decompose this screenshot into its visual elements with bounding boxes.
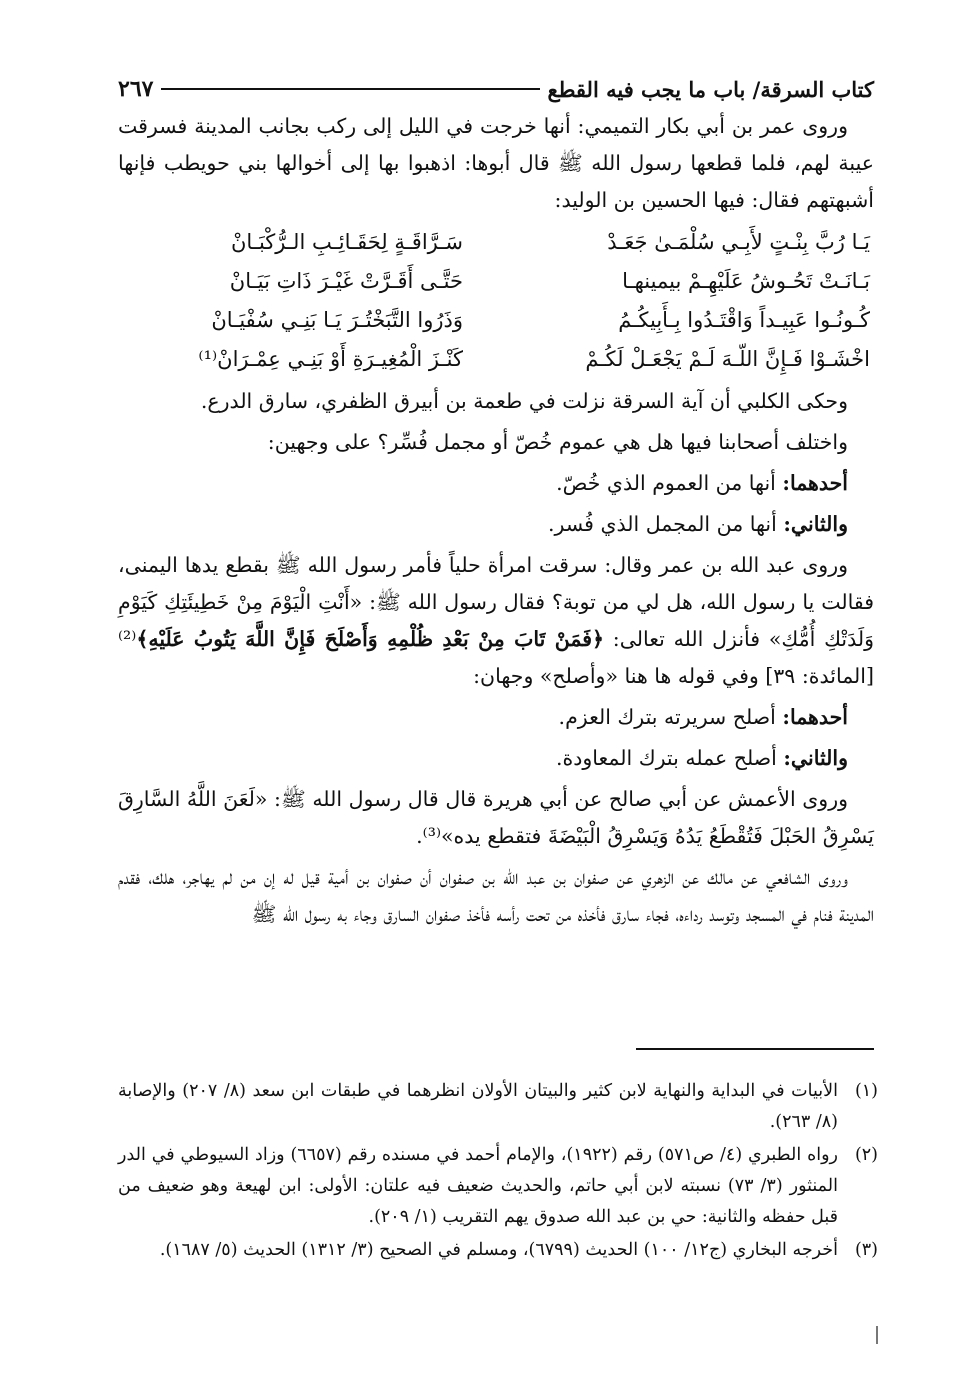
- hadith-text: وروى عبد الله بن عمر وقال: سرقت امرأة حلياً فأمر رسول الله ﷺ بقطع يدها اليمنى، فقالت يا رسول الله، هل لي من توبة؟ فقال رسول الله ﷺ: «أَنْتِ الْيَوْمَ مِنْ خَطِيئَتِكِ كَيَوْمِ وَلَدَتْكِ أُمُّكِ» فأنزل الله تعالى:: [118, 553, 874, 651]
- paragraph-ibn-umar: [118, 547, 874, 695]
- verse-second-hemistich: سَـرَّاقَـةٍ لِحَقَـائِـبِ الـرُّكْبَـانْ: [231, 230, 463, 254]
- verse-second-hemistich: وَذَرُوا التَّبَخْتُـرَ يَـا بَنِـي سُفْيَـانْ: [211, 308, 463, 332]
- label-second: والثاني:: [783, 746, 848, 770]
- chapter-title: كتاب السرقة/ باب ما يجب فيه القطع: [547, 76, 874, 102]
- label-first: أحدهما:: [782, 471, 848, 495]
- poem-verse: [118, 340, 874, 379]
- poem-verse: [118, 223, 874, 262]
- paragraph-intro: وروى عمر بن أبي بكار التميمي: أنها خرجت في الليل إلى ركب بجانب المدينة فسرقت عيبة لهم، فلما قطعها رسول الله ﷺ قال أبوها: اذهبوا بها إلى أخوالها بني حويطب فإنها أشبهتهم فقال: فيها الحسين بن الوليد:: [118, 114, 874, 212]
- footnote: [118, 1235, 878, 1266]
- paragraph-second-view: [118, 506, 874, 543]
- footnote: [118, 1076, 878, 1138]
- text-second: أصلح عمله بترك المعاودة.: [555, 746, 784, 770]
- poem-verse: [118, 301, 874, 340]
- verse-citation: ⁽²⁾ [المائدة: ٣٩] وفي قوله ها هنا «وأصلح» وجهان:: [118, 627, 874, 688]
- paragraph-second-aspect: [118, 740, 874, 777]
- header-rule: [161, 88, 539, 90]
- paragraph-kalbi: وحكى الكلبي أن آية السرقة نزلت في طعمة بن أبيرق الظفري، سارق الدرع.: [200, 389, 848, 413]
- paragraph-shafii: وروى الشافعي عن مالك عن الزهري عن صفوان بن عبد الله بن صفوان أن صفوان بن أمية قيل له إن من لم يهاجر، هلك، فقدم المدينة فنام في المسجد وتوسد رداءه، فجاء سارق فأخذه من تحت رأسه فأخذ صفوان السارق وجاء به رسول الله ﷺ: [118, 865, 874, 926]
- footnotes: [118, 1076, 878, 1268]
- main-text: [118, 108, 874, 933]
- text-first: أنها من العموم الذي خُصّ.: [556, 471, 783, 495]
- scan-mark: [876, 1326, 878, 1344]
- page-number: ٢٦٧: [118, 76, 154, 102]
- paragraph-first-view: [118, 465, 874, 502]
- label-second: والثاني:: [783, 512, 848, 536]
- quran-verse: ﴿فَمَنْ تَابَ مِنْ بَعْدِ ظُلْمِهِ وَأَصْلَحَ فَإِنَّ اللَّهَ يَتُوبُ عَلَيْهِ﴾: [136, 627, 605, 651]
- verse-first-hemistich: يَـا رُبَّ بِنْـتٍ لأَبِـي سُلْمَـىٰ جَعَـدْ: [607, 230, 870, 254]
- verse-first-hemistich: بَـانَـتْ تَحُـوشُ عَلَيْهِـمْ بيمينهـا: [622, 269, 870, 293]
- running-header: [118, 74, 874, 104]
- footnote-number: (٢): [854, 1145, 878, 1165]
- paragraph-disagreement: واختلف أصحابنا فيها هل هي عموم خُصّ أو مجمل فُسِّر؟ على وجهين:: [267, 430, 848, 454]
- footnote-number: (١): [854, 1081, 878, 1101]
- poem-verse: [118, 262, 874, 301]
- paragraph-amash: وروى الأعمش عن أبي صالح عن أبي هريرة قال قال رسول الله ﷺ: «لَعَنَ اللَّهُ السَّارِقَ يَسْرِقُ الحَبْلَ فَتُقْطَعُ يَدُهُ وَيَسْرِقُ الْبَيْضَةَ فتقطع يده»⁽³⁾.: [118, 787, 874, 848]
- poem: [118, 223, 874, 379]
- verse-second-hemistich: كَنْـزَ الْمُغِيـرَةِ أَوْ بَنِـي عِمْـرَانْ⁽¹⁾: [198, 347, 463, 371]
- text-second: أنها من المجمل الذي فُسر.: [548, 512, 784, 536]
- footnote-separator: [636, 1048, 874, 1050]
- paragraph-first-aspect: [118, 699, 874, 736]
- text-first: أصلح سريرته بترك العزم.: [558, 705, 783, 729]
- footnote-text: أخرجه البخاري (ج١٢/ ١٠٠) الحديث (٦٧٩٩)، ومسلم في الصحيح (٣/ ١٣١٢) الحديث (٥/ ١٦٨٧).: [159, 1240, 838, 1260]
- verse-first-hemistich: اخْشَـوْا فَـإِنَّ اللّـهَ لَـمْ يَجْعَـلْ لَكُـمْ: [585, 347, 870, 371]
- verse-second-hemistich: حَتَّـى أَقَـرَّتْ غَيْـرَ ذَاتِ بَيَـانْ: [229, 269, 463, 293]
- footnote-text: رواه الطبري (٤/ ص٥٧١) رقم (١٩٢٢)، والإمام أحمد في مسنده رقم (٦٦٥٧) وزاد السيوطي في الدر المنثور (٣/ ٧٣) نسبته لابن أبي حاتم، والحديث ضعيف فيه علتان: الأولى: ابن لهيعة وهو ضعيف من قبل حفظه والثانية: حي بن عبد الله صدوق يهم التقريب (١/ ٢٠٩).: [118, 1145, 838, 1227]
- label-first: أحدهما:: [782, 705, 848, 729]
- footnote-text: الأبيات في البداية والنهاية لابن كثير والبيتان الأولان انظرهما في طبقات ابن سعد (٨/ ٢٠٧) والإصابة (٨/ ٢٦٣).: [118, 1081, 838, 1132]
- footnote: [118, 1140, 878, 1233]
- footnote-number: (٣): [854, 1240, 878, 1260]
- verse-first-hemistich: كُـونُـوا عَبِيـداً وَاقْتَـدُوا بِـأَبِيكُـمُ: [618, 308, 870, 332]
